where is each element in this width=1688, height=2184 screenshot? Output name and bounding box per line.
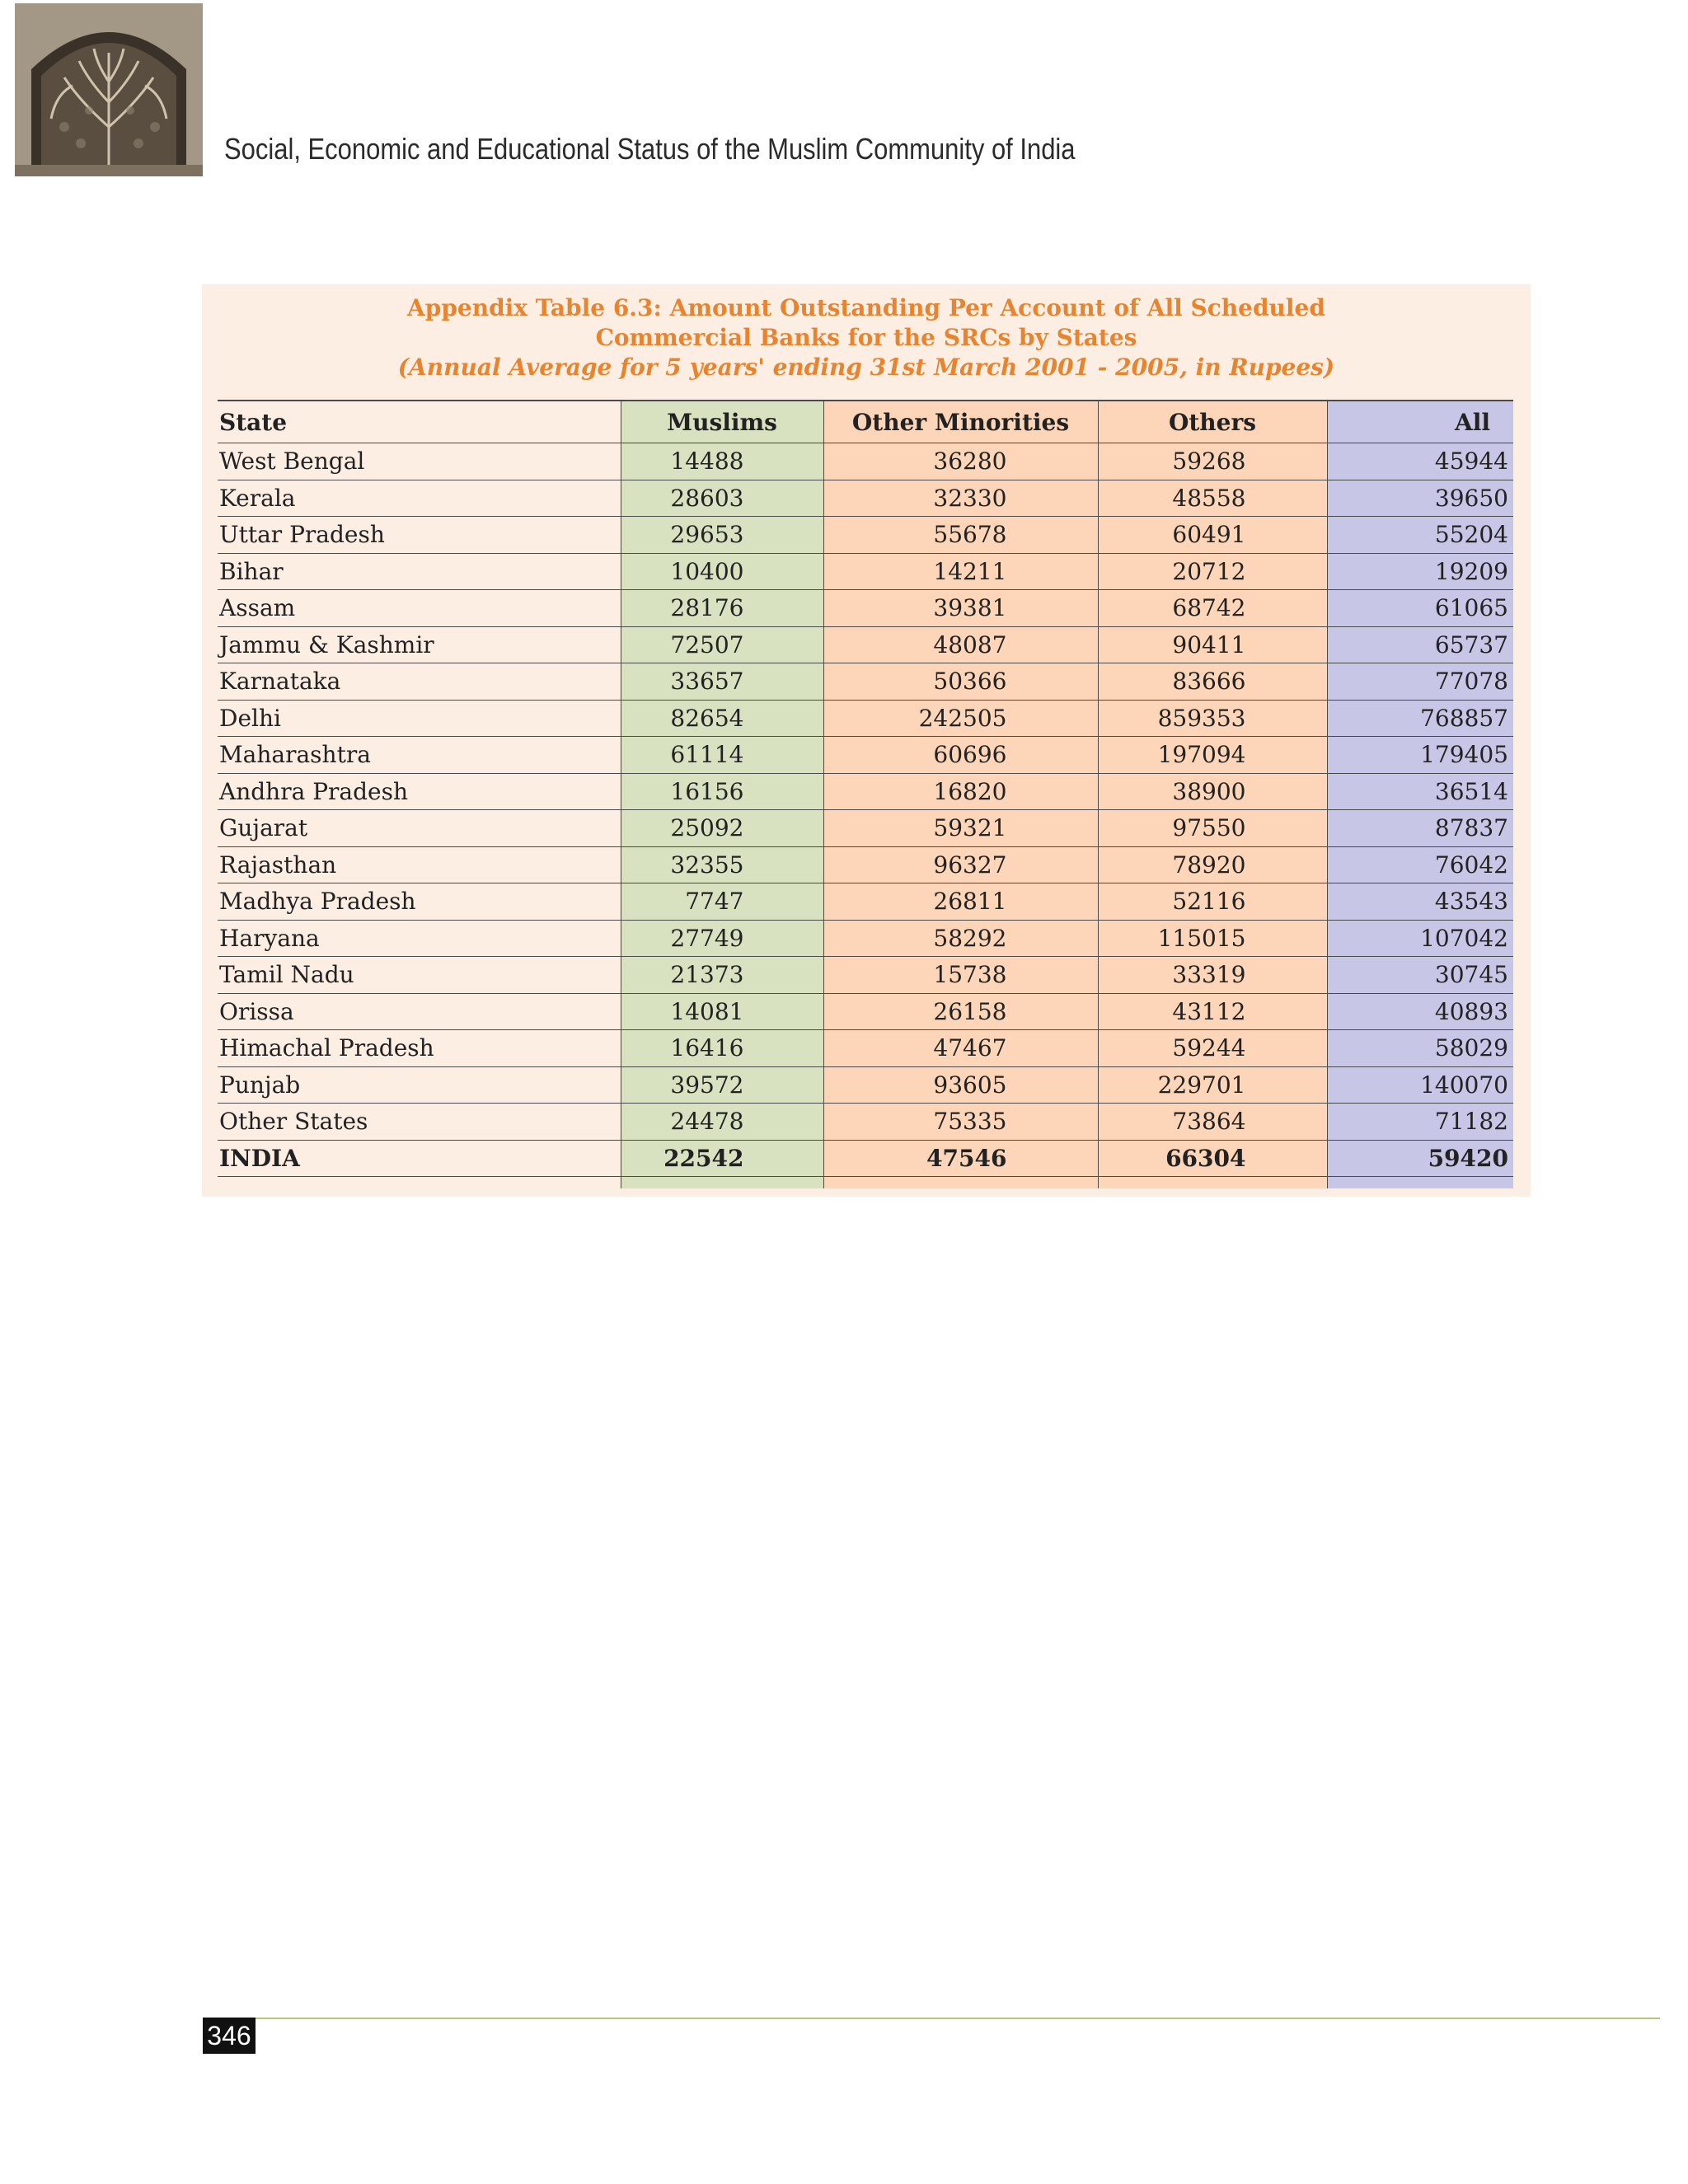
cell-muslims: 27749 [621, 920, 823, 957]
tail-cell [621, 1177, 823, 1189]
cell-other-minorities: 14211 [823, 553, 1098, 590]
cell-others: 48558 [1098, 480, 1327, 517]
table-header-row [218, 401, 1513, 443]
cell-muslims: 10400 [621, 553, 823, 590]
cell-muslims: 28176 [621, 590, 823, 627]
table-row [218, 957, 1513, 994]
cell-all: 71182 [1327, 1104, 1513, 1141]
cell-state: Kerala [218, 480, 621, 517]
cell-other-minorities: 26811 [823, 883, 1098, 921]
cell-other-minorities: 59321 [823, 810, 1098, 847]
cell-state: Other States [218, 1104, 621, 1141]
cell-other-minorities: 50366 [823, 663, 1098, 701]
cell-state: INDIA [218, 1140, 621, 1177]
column-header-other-minorities: Other Minorities [823, 401, 1098, 443]
cell-muslims: 14081 [621, 993, 823, 1030]
caption-line-2: Commercial Banks for the SRCs by States [595, 324, 1137, 351]
cell-state: Gujarat [218, 810, 621, 847]
cell-muslims: 22542 [621, 1140, 823, 1177]
cell-muslims: 32355 [621, 846, 823, 883]
cell-others: 859353 [1098, 700, 1327, 737]
header-jali-photo [15, 3, 203, 176]
cell-all: 30745 [1327, 957, 1513, 994]
table-row [218, 700, 1513, 737]
cell-state: Rajasthan [218, 846, 621, 883]
cell-all: 40893 [1327, 993, 1513, 1030]
page-number: 346 [203, 2018, 256, 2054]
cell-state: West Bengal [218, 443, 621, 480]
cell-all: 61065 [1327, 590, 1513, 627]
cell-muslims: 24478 [621, 1104, 823, 1141]
table-row [218, 883, 1513, 921]
table-row [218, 626, 1513, 663]
cell-other-minorities: 16820 [823, 773, 1098, 810]
cell-other-minorities: 26158 [823, 993, 1098, 1030]
cell-all: 77078 [1327, 663, 1513, 701]
cell-muslims: 7747 [621, 883, 823, 921]
cell-all: 65737 [1327, 626, 1513, 663]
cell-muslims: 21373 [621, 957, 823, 994]
running-head-title: Social, Economic and Educational Status of the Muslim Community of India [224, 132, 1076, 166]
tail-cell [1327, 1177, 1513, 1189]
cell-others: 68742 [1098, 590, 1327, 627]
table-row [218, 663, 1513, 701]
cell-other-minorities: 32330 [823, 480, 1098, 517]
cell-state: Delhi [218, 700, 621, 737]
cell-other-minorities: 242505 [823, 700, 1098, 737]
table-tail-row [218, 1177, 1513, 1189]
footer-rule [203, 2018, 1660, 2019]
cell-state: Tamil Nadu [218, 957, 621, 994]
column-header-muslims: Muslims [621, 401, 823, 443]
cell-all: 140070 [1327, 1066, 1513, 1104]
table-row [218, 993, 1513, 1030]
cell-other-minorities: 47546 [823, 1140, 1098, 1177]
table-total-row [218, 1140, 1513, 1177]
cell-state: Haryana [218, 920, 621, 957]
cell-all: 19209 [1327, 553, 1513, 590]
cell-others: 60491 [1098, 517, 1327, 554]
table-row [218, 553, 1513, 590]
cell-muslims: 14488 [621, 443, 823, 480]
cell-state: Himachal Pradesh [218, 1030, 621, 1067]
cell-state: Karnataka [218, 663, 621, 701]
cell-state: Punjab [218, 1066, 621, 1104]
tail-cell [218, 1177, 621, 1189]
table-row [218, 1066, 1513, 1104]
column-header-others: Others [1098, 401, 1327, 443]
cell-other-minorities: 47467 [823, 1030, 1098, 1067]
cell-others: 52116 [1098, 883, 1327, 921]
cell-muslims: 39572 [621, 1066, 823, 1104]
tail-cell [1098, 1177, 1327, 1189]
table-row [218, 1030, 1513, 1067]
cell-others: 229701 [1098, 1066, 1327, 1104]
table-row [218, 517, 1513, 554]
cell-others: 59268 [1098, 443, 1327, 480]
caption-line-1: Appendix Table 6.3: Amount Outstanding Per Account of All Scheduled [407, 294, 1325, 321]
cell-other-minorities: 96327 [823, 846, 1098, 883]
table-row [218, 920, 1513, 957]
cell-other-minorities: 60696 [823, 737, 1098, 774]
tail-cell [823, 1177, 1098, 1189]
table-row [218, 1104, 1513, 1141]
cell-others: 90411 [1098, 626, 1327, 663]
cell-other-minorities: 93605 [823, 1066, 1098, 1104]
table-row [218, 590, 1513, 627]
cell-muslims: 28603 [621, 480, 823, 517]
cell-other-minorities: 15738 [823, 957, 1098, 994]
data-table [218, 400, 1513, 1188]
cell-state: Andhra Pradesh [218, 773, 621, 810]
cell-state: Jammu & Kashmir [218, 626, 621, 663]
cell-other-minorities: 36280 [823, 443, 1098, 480]
cell-all: 87837 [1327, 810, 1513, 847]
cell-state: Assam [218, 590, 621, 627]
cell-muslims: 16416 [621, 1030, 823, 1067]
cell-others: 115015 [1098, 920, 1327, 957]
cell-muslims: 16156 [621, 773, 823, 810]
cell-other-minorities: 55678 [823, 517, 1098, 554]
cell-state: Maharashtra [218, 737, 621, 774]
cell-all: 76042 [1327, 846, 1513, 883]
column-header-all: All [1327, 401, 1513, 443]
cell-others: 97550 [1098, 810, 1327, 847]
cell-others: 43112 [1098, 993, 1327, 1030]
cell-state: Madhya Pradesh [218, 883, 621, 921]
caption-line-3: (Annual Average for 5 years' ending 31st March 2001 - 2005, in Rupees) [397, 354, 1335, 381]
column-header-state: State [218, 401, 621, 443]
cell-all: 55204 [1327, 517, 1513, 554]
cell-all: 36514 [1327, 773, 1513, 810]
table-row [218, 810, 1513, 847]
table-row [218, 737, 1513, 774]
cell-all: 179405 [1327, 737, 1513, 774]
cell-muslims: 33657 [621, 663, 823, 701]
cell-muslims: 25092 [621, 810, 823, 847]
cell-other-minorities: 75335 [823, 1104, 1098, 1141]
table-row [218, 443, 1513, 480]
cell-muslims: 29653 [621, 517, 823, 554]
cell-others: 83666 [1098, 663, 1327, 701]
cell-others: 197094 [1098, 737, 1327, 774]
cell-all: 768857 [1327, 700, 1513, 737]
cell-muslims: 61114 [621, 737, 823, 774]
cell-state: Bihar [218, 553, 621, 590]
cell-all: 39650 [1327, 480, 1513, 517]
cell-others: 73864 [1098, 1104, 1327, 1141]
cell-all: 45944 [1327, 443, 1513, 480]
cell-state: Uttar Pradesh [218, 517, 621, 554]
cell-all: 58029 [1327, 1030, 1513, 1067]
cell-other-minorities: 39381 [823, 590, 1098, 627]
cell-all: 43543 [1327, 883, 1513, 921]
cell-others: 20712 [1098, 553, 1327, 590]
cell-muslims: 82654 [621, 700, 823, 737]
table-caption [202, 293, 1531, 382]
cell-others: 66304 [1098, 1140, 1327, 1177]
table-row [218, 773, 1513, 810]
cell-others: 59244 [1098, 1030, 1327, 1067]
cell-all: 59420 [1327, 1140, 1513, 1177]
cell-muslims: 72507 [621, 626, 823, 663]
table-body [218, 443, 1513, 1189]
cell-others: 33319 [1098, 957, 1327, 994]
cell-other-minorities: 48087 [823, 626, 1098, 663]
cell-others: 78920 [1098, 846, 1327, 883]
cell-all: 107042 [1327, 920, 1513, 957]
cell-other-minorities: 58292 [823, 920, 1098, 957]
cell-others: 38900 [1098, 773, 1327, 810]
cell-state: Orissa [218, 993, 621, 1030]
table-row [218, 480, 1513, 517]
table-row [218, 846, 1513, 883]
